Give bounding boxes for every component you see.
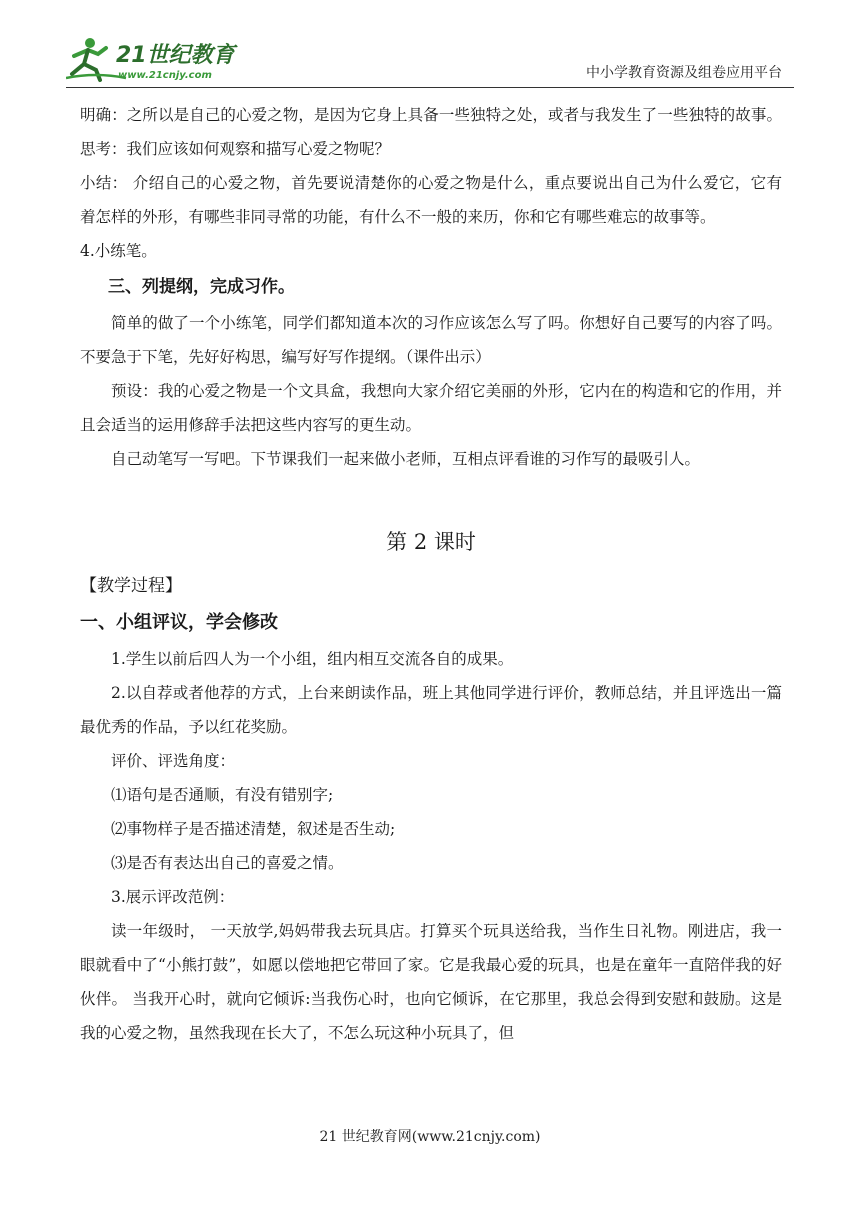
paragraph-step-1: 1.学生以前后四人为一个小组，组内相互交流各自的成果。	[111, 650, 514, 668]
lesson-title: 第 2 课时	[386, 530, 476, 554]
platform-name: 中小学教育资源及组卷应用平台	[586, 65, 782, 81]
paragraph-step-2: 2.以自荐或者他荐的方式，上台来朗读作品，班上其他同学进行评价，教师总结，并且评选出一篇最优秀的作品，予以红花奖励。	[80, 684, 782, 736]
paragraph-write: 自己动笔写一写吧。下节课我们一起来做小老师，互相点评看谁的习作写的最吸引人。	[111, 450, 701, 468]
page-header	[0, 0, 860, 90]
paragraph-criteria: 评价、评选角度：	[111, 752, 236, 770]
criteria-item-1: ⑴语句是否通顺，有没有错别字;	[111, 786, 334, 804]
logo-url: www.21cnjy.com	[118, 70, 212, 81]
logo-text: 21世纪教育	[116, 43, 235, 68]
section-heading-outline: 三、列提纲，完成习作。	[108, 277, 295, 297]
page-footer: 21 世纪教育网(www.21cnjy.com)	[319, 1129, 541, 1145]
paragraph-summary: 小结： 介绍自己的心爱之物，首先要说清楚你的心爱之物是什么，重点要说出自己为什么爱它，它有着怎样的外形，有哪些非同寻常的功能，有什么不一般的来历，你和它有哪些难忘的故事等。	[80, 174, 782, 226]
paragraph-sample: 读一年级时， 一天放学,妈妈带我去玩具店。打算买个玩具送给我，当作生日礼物。刚进店，我一眼就看中了“小熊打鼓”，如愿以偿地把它带回了家。它是我最心爱的玩具，也是在童年一直陪伴我的好伙伴。 当我开心时，就向它倾诉:当我伤心时，也向它倾诉，在它那里，我总会得到安慰和鼓励。这是我的心爱之物，虽然我现在长大了，不怎么玩这种小玩具了，但	[80, 922, 782, 1042]
paragraph-step-3: 3.展示评改范例：	[111, 888, 235, 906]
document-body	[80, 98, 782, 1050]
site-logo	[66, 34, 246, 86]
teaching-process-title: 【教学过程】	[80, 576, 182, 596]
criteria-item-2: ⑵事物样子是否描述清楚，叙述是否生动;	[111, 820, 396, 838]
header-divider	[66, 87, 794, 88]
paragraph-preset: 预设：我的心爱之物是一个文具盒，我想向大家介绍它美丽的外形，它内在的构造和它的作用，并且会适当的运用修辞手法把这些内容写的更生动。	[80, 382, 782, 434]
section-heading-review: 一、小组评议，学会修改	[80, 612, 278, 633]
paragraph-clarify: 明确：之所以是自己的心爱之物，是因为它身上具备一些独特之处，或者与我发生了一些独特的故事。思考：我们应该如何观察和描写心爱之物呢？	[80, 106, 782, 158]
paragraph-practice: 4.小练笔。	[80, 242, 157, 260]
criteria-item-3: ⑶是否有表达出自己的喜爱之情。	[111, 854, 344, 872]
paragraph-outline-intro: 简单的做了一个小练笔，同学们都知道本次的习作应该怎么写了吗。你想好自己要写的内容了吗。不要急于下笔，先好好构思，编写好写作提纲。（课件出示）	[80, 314, 782, 366]
